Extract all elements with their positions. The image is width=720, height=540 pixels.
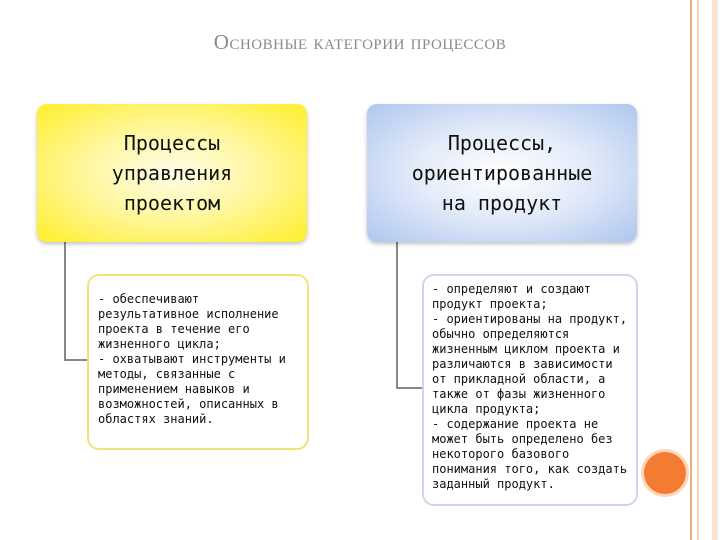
card-heading-line: проектом bbox=[123, 191, 221, 215]
decor-stripe bbox=[690, 0, 692, 540]
card-heading-line: Процессы bbox=[123, 131, 221, 155]
card-heading-line: Процессы, bbox=[447, 131, 557, 155]
connector-right-horizontal bbox=[396, 387, 423, 389]
description-box-project-management bbox=[87, 274, 309, 450]
description-box-product-oriented bbox=[422, 274, 638, 506]
card-heading-line: управления bbox=[111, 161, 233, 185]
slide-title: Основные категории процессов bbox=[213, 30, 507, 54]
description-item: - охватывают инструменты и методы, связанные с применением навыков и возможностей, описанных в областях знаний. bbox=[98, 352, 286, 426]
card-heading-line: ориентированные bbox=[411, 161, 593, 185]
connector-left-horizontal bbox=[64, 359, 88, 361]
category-card-project-management bbox=[37, 104, 307, 242]
category-card-product-oriented bbox=[367, 104, 637, 242]
description-item: - обеспечивают результативное исполнение проекта в течение его жизненного цикла; bbox=[98, 292, 279, 351]
connector-left-vertical bbox=[64, 242, 66, 360]
card-heading-line: на продукт bbox=[441, 191, 563, 215]
decor-stripe bbox=[697, 0, 699, 540]
description-item: - определяют и создают продукт проекта; bbox=[432, 282, 591, 311]
connector-right-vertical bbox=[396, 242, 398, 388]
description-item: - содержание проекта не может быть определено без некоторого базового понимания того, как создать заданный продукт. bbox=[432, 417, 628, 491]
decor-stripe bbox=[712, 0, 718, 540]
decor-circle bbox=[644, 452, 686, 494]
description-item: - ориентированы на продукт, обычно определяются жизненным циклом проекта и различаются в зависимости от прикладной области, а также от фазы жизненного цикла продукта; bbox=[432, 312, 628, 416]
